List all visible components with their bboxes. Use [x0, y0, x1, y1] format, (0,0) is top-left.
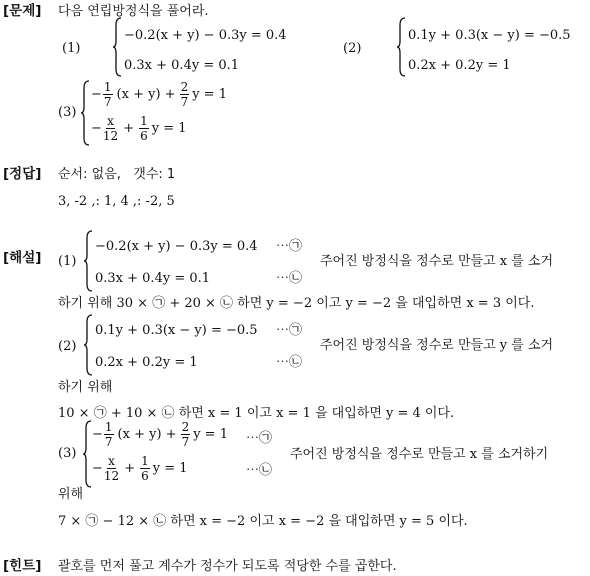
s3-eq2-frac1-den: 12 — [103, 469, 120, 483]
solution-2-brace — [83, 314, 93, 376]
p3-eq2-frac2-den: 6 — [140, 129, 148, 143]
s3-eq1-frac2-den: 7 — [181, 435, 190, 449]
solution-1-cont: 하기 위해 30 × ㉠ + 20 × ㉡ 하면 y = −2 이고 y = −2 을 대입하면 x = 3 이다. — [58, 296, 535, 311]
solution-2-side: 주어진 방정식을 정수로 만들고 y 를 소거 — [320, 338, 554, 353]
problem-1-eq1: −0.2(x + y) − 0.3y = 0.4 — [124, 28, 287, 43]
problem-2-brace — [396, 17, 406, 77]
solution-1-brace — [83, 230, 93, 292]
p3-eq1-frac1-den: 7 — [103, 95, 112, 109]
p3-eq2-frac2-num: 1 — [140, 114, 148, 128]
problem-3-eq2: − $\frac{x}{12}$ + $\frac{1}{6}$ y = 1 — [91, 114, 187, 143]
problem-1-label: (1) — [62, 41, 81, 56]
problem-1-eq2: 0.3x + 0.4y = 0.1 — [124, 58, 240, 73]
problem-2-label: (2) — [343, 41, 362, 56]
answer-line2: 3, -2 ,: 1, 4 ,: -2, 5 — [58, 194, 175, 209]
solution-3-brace — [82, 420, 92, 488]
solution-3-label: (3) — [58, 446, 77, 461]
p3-eq2-frac1-num: x — [107, 114, 114, 128]
solution-3-eq2: − $\frac{x}{12}$ + $\frac{1}{6}$ y = 1 — [92, 454, 188, 483]
p3-eq2-frac1-den: 12 — [102, 129, 119, 143]
problem-3-brace — [80, 80, 90, 146]
solution-2-eq1: 0.1y + 0.3(x − y) = −0.5 — [95, 323, 258, 338]
solution-3-mark2: ⋯㉡ — [246, 463, 273, 478]
p3-eq2-tail: y = 1 — [151, 121, 187, 136]
s3-eq2-frac1-num: x — [108, 454, 115, 468]
solution-2-mark2: ⋯㉡ — [276, 355, 303, 370]
solution-2-result: 10 × ㉠ + 10 × ㉡ 하면 x = 1 이고 x = 1 을 대입하면 y = 4 이다. — [58, 406, 455, 421]
solution-1-side: 주어진 방정식을 정수로 만들고 x 를 소거 — [320, 254, 554, 269]
solution-2-cont: 하기 위해 — [58, 380, 113, 395]
solution-3-side: 주어진 방정식을 정수로 만들고 x 를 소거하기 — [290, 447, 549, 462]
s3-eq2-tail: y = 1 — [152, 461, 188, 476]
s3-eq2-mid: + — [124, 461, 136, 476]
solution-1-mark2: ⋯㉡ — [276, 271, 303, 286]
solution-3-mark1: ⋯㉠ — [246, 431, 273, 446]
solution-3-eq1: − $\frac{1}{7}$ (x + y) + $\frac{2}{7}$ y = 1 — [92, 420, 228, 449]
answer-tag: [정답] — [3, 166, 42, 182]
s3-eq1-tail: y = 1 — [193, 427, 228, 442]
s3-eq1-frac1-den: 7 — [104, 435, 113, 449]
solution-3-cont: 위해 — [58, 487, 84, 502]
p3-eq1-frac2-num: 2 — [180, 80, 189, 94]
p3-eq1-tail: y = 1 — [192, 87, 227, 102]
solution-1-eq1: −0.2(x + y) − 0.3y = 0.4 — [95, 239, 258, 254]
problem-1-brace — [112, 17, 122, 77]
answer-line1: 순서: 없음, 갯수: 1 — [58, 167, 176, 182]
s3-eq2-frac2-num: 1 — [141, 454, 149, 468]
problem-2-eq1: 0.1y + 0.3(x − y) = −0.5 — [408, 28, 571, 43]
solution-2-eq2: 0.2x + 0.2y = 1 — [95, 355, 198, 370]
p3-eq1-frac2-den: 7 — [180, 95, 189, 109]
problem-instruction: 다음 연립방정식을 풀어라. — [58, 4, 209, 19]
solution-2-label: (2) — [58, 339, 77, 354]
problem-2-eq2: 0.2x + 0.2y = 1 — [408, 58, 511, 73]
problem-3-label: (3) — [58, 105, 77, 120]
problem-3-eq1: − $\frac{1}{7}$ (x + y) + $\frac{2}{7}$ y = 1 — [91, 80, 227, 109]
p3-eq2-mid: + — [123, 121, 135, 136]
solution-3-result: 7 × ㉠ − 12 × ㉡ 하면 x = −2 이고 x = −2 을 대입하면 y = 5 이다. — [58, 514, 468, 529]
s3-eq1-frac1-num: 1 — [104, 420, 113, 434]
solution-1-eq2: 0.3x + 0.4y = 0.1 — [95, 271, 211, 286]
s3-eq1-frac2-num: 2 — [181, 420, 190, 434]
p3-eq1-frac1-num: 1 — [103, 80, 112, 94]
s3-eq2-frac2-den: 6 — [141, 469, 149, 483]
solution-tag: [해설] — [3, 250, 42, 266]
s3-eq1-mid: (x + y) + — [117, 427, 177, 442]
solution-2-mark1: ⋯㉠ — [276, 323, 303, 338]
solution-1-label: (1) — [58, 254, 77, 269]
problem-tag: [문제] — [3, 3, 42, 19]
hint-tag: [힌트] — [3, 558, 42, 574]
p3-eq1-mid: (x + y) + — [116, 87, 176, 102]
hint-text: 괄호를 먼저 풀고 계수가 정수가 되도록 적당한 수를 곱한다. — [58, 559, 397, 574]
solution-1-mark1: ⋯㉠ — [276, 239, 303, 254]
